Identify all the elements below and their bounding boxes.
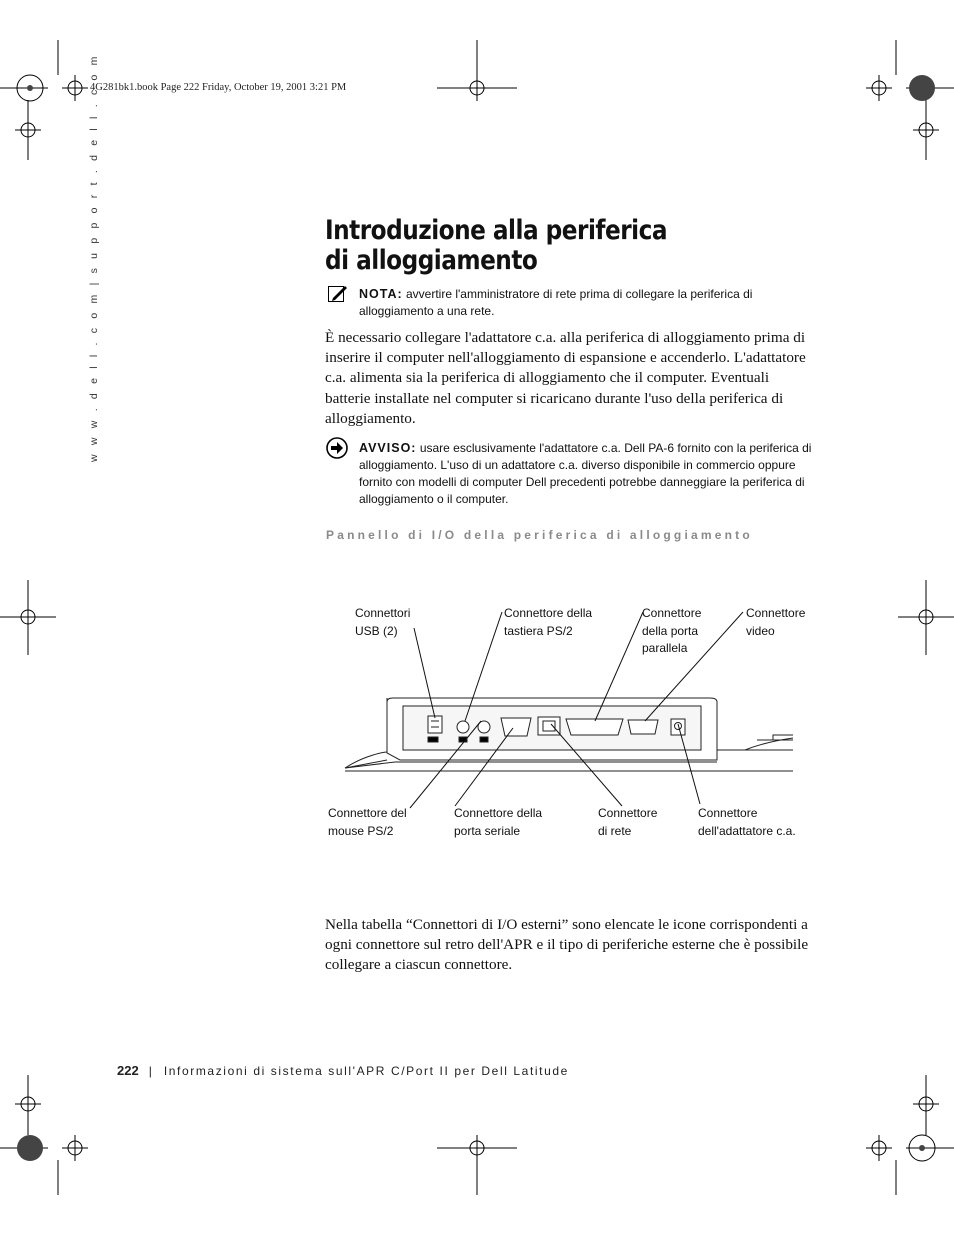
callout-ac-line-2: dell'adattatore c.a. [698, 823, 796, 838]
body-paragraph-2: Nella tabella “Connettori di I/O esterni” sono elencate le icone corrispondenti a ogni connettore sul retro dell'APR e il tipo di periferiche esterne che è possibile collegare a ciascun connettore. [325, 916, 809, 974]
callout-parallel-line-2: della porta [642, 623, 699, 638]
body-paragraph-1: È necessario collegare l'adattatore c.a. alla periferica di alloggiamento prima di inserire il computer nell'alloggiamento di espansione e accenderlo. L'adattatore c.a. alimenta sia la periferica di alloggiamento che il computer. Eventuali batterie installate nel computer si ricaricano durante l'uso della periferica di alloggiamento. [325, 329, 806, 427]
callout-usb-connectors [355, 605, 410, 640]
notice-label: AVVISO: [359, 441, 417, 455]
callout-ac-adapter-connector [698, 805, 796, 840]
callout-video-connector [746, 605, 805, 640]
callout-serial-connector [454, 805, 542, 840]
note-label: NOTA: [359, 287, 403, 301]
note-block [359, 286, 819, 320]
callout-video-line-2: video [746, 623, 775, 638]
figure-caption: Pannello di I/O della periferica di alloggiamento [326, 528, 753, 542]
callout-usb-line-1: Connettori [355, 606, 411, 620]
page-title-line-1: Introduzione alla periferica [325, 215, 667, 246]
notice-arrow-icon [326, 437, 348, 459]
callout-mouse-connector [328, 805, 407, 840]
pencil-note-icon [328, 285, 348, 303]
callout-network-line-2: di rete [598, 823, 632, 838]
page-number: 222 [117, 1063, 139, 1078]
callout-parallel-connector [642, 605, 701, 658]
callout-mouse-line-2: mouse PS/2 [328, 823, 394, 838]
note-text: avvertire l'amministratore di rete prima di collegare la periferica di alloggiamento a una rete. [359, 287, 753, 318]
page-title [325, 216, 772, 276]
book-slug: 4G281bk1.book Page 222 Friday, October 19, 2001 3:21 PM [90, 82, 347, 93]
notice-text: usare esclusivamente l'adattatore c.a. Dell PA-6 fornito con la periferica di alloggiamento. L'uso di un adattatore c.a. diverso disponibile in commercio oppure fornito con modelli di computer Dell precedenti potrebbe danneggiare la periferica di alloggiamento o il computer. [359, 441, 812, 506]
callout-usb-line-2: USB (2) [355, 623, 398, 638]
footer-text: Informazioni di sistema sull'APR C/Port II per Dell Latitude [163, 1064, 569, 1078]
page-title-line-2: di alloggiamento [325, 245, 538, 276]
footer-separator: | [148, 1064, 152, 1078]
callout-serial-line-1: Connettore della [454, 806, 543, 820]
callout-video-line-1: Connettore [746, 606, 806, 620]
callout-keyboard-connector [504, 605, 592, 640]
callout-serial-line-2: porta seriale [454, 823, 521, 838]
callout-parallel-line-1: Connettore [642, 606, 702, 620]
side-website-text: w w w . d e l l . c o m | s u p p o r t . d e l l . c o m [88, 53, 100, 462]
callout-keyboard-line-2: tastiera PS/2 [504, 623, 573, 638]
callout-mouse-line-1: Connettore del [328, 806, 407, 820]
io-panel-figure [325, 590, 815, 850]
callout-ac-line-1: Connettore [698, 806, 758, 820]
callout-network-connector [598, 805, 657, 840]
callout-keyboard-line-1: Connettore della [504, 606, 593, 620]
callout-parallel-line-3: parallela [642, 641, 688, 655]
callout-network-line-1: Connettore [598, 806, 658, 820]
page-footer [117, 1063, 569, 1078]
notice-block [359, 440, 819, 508]
